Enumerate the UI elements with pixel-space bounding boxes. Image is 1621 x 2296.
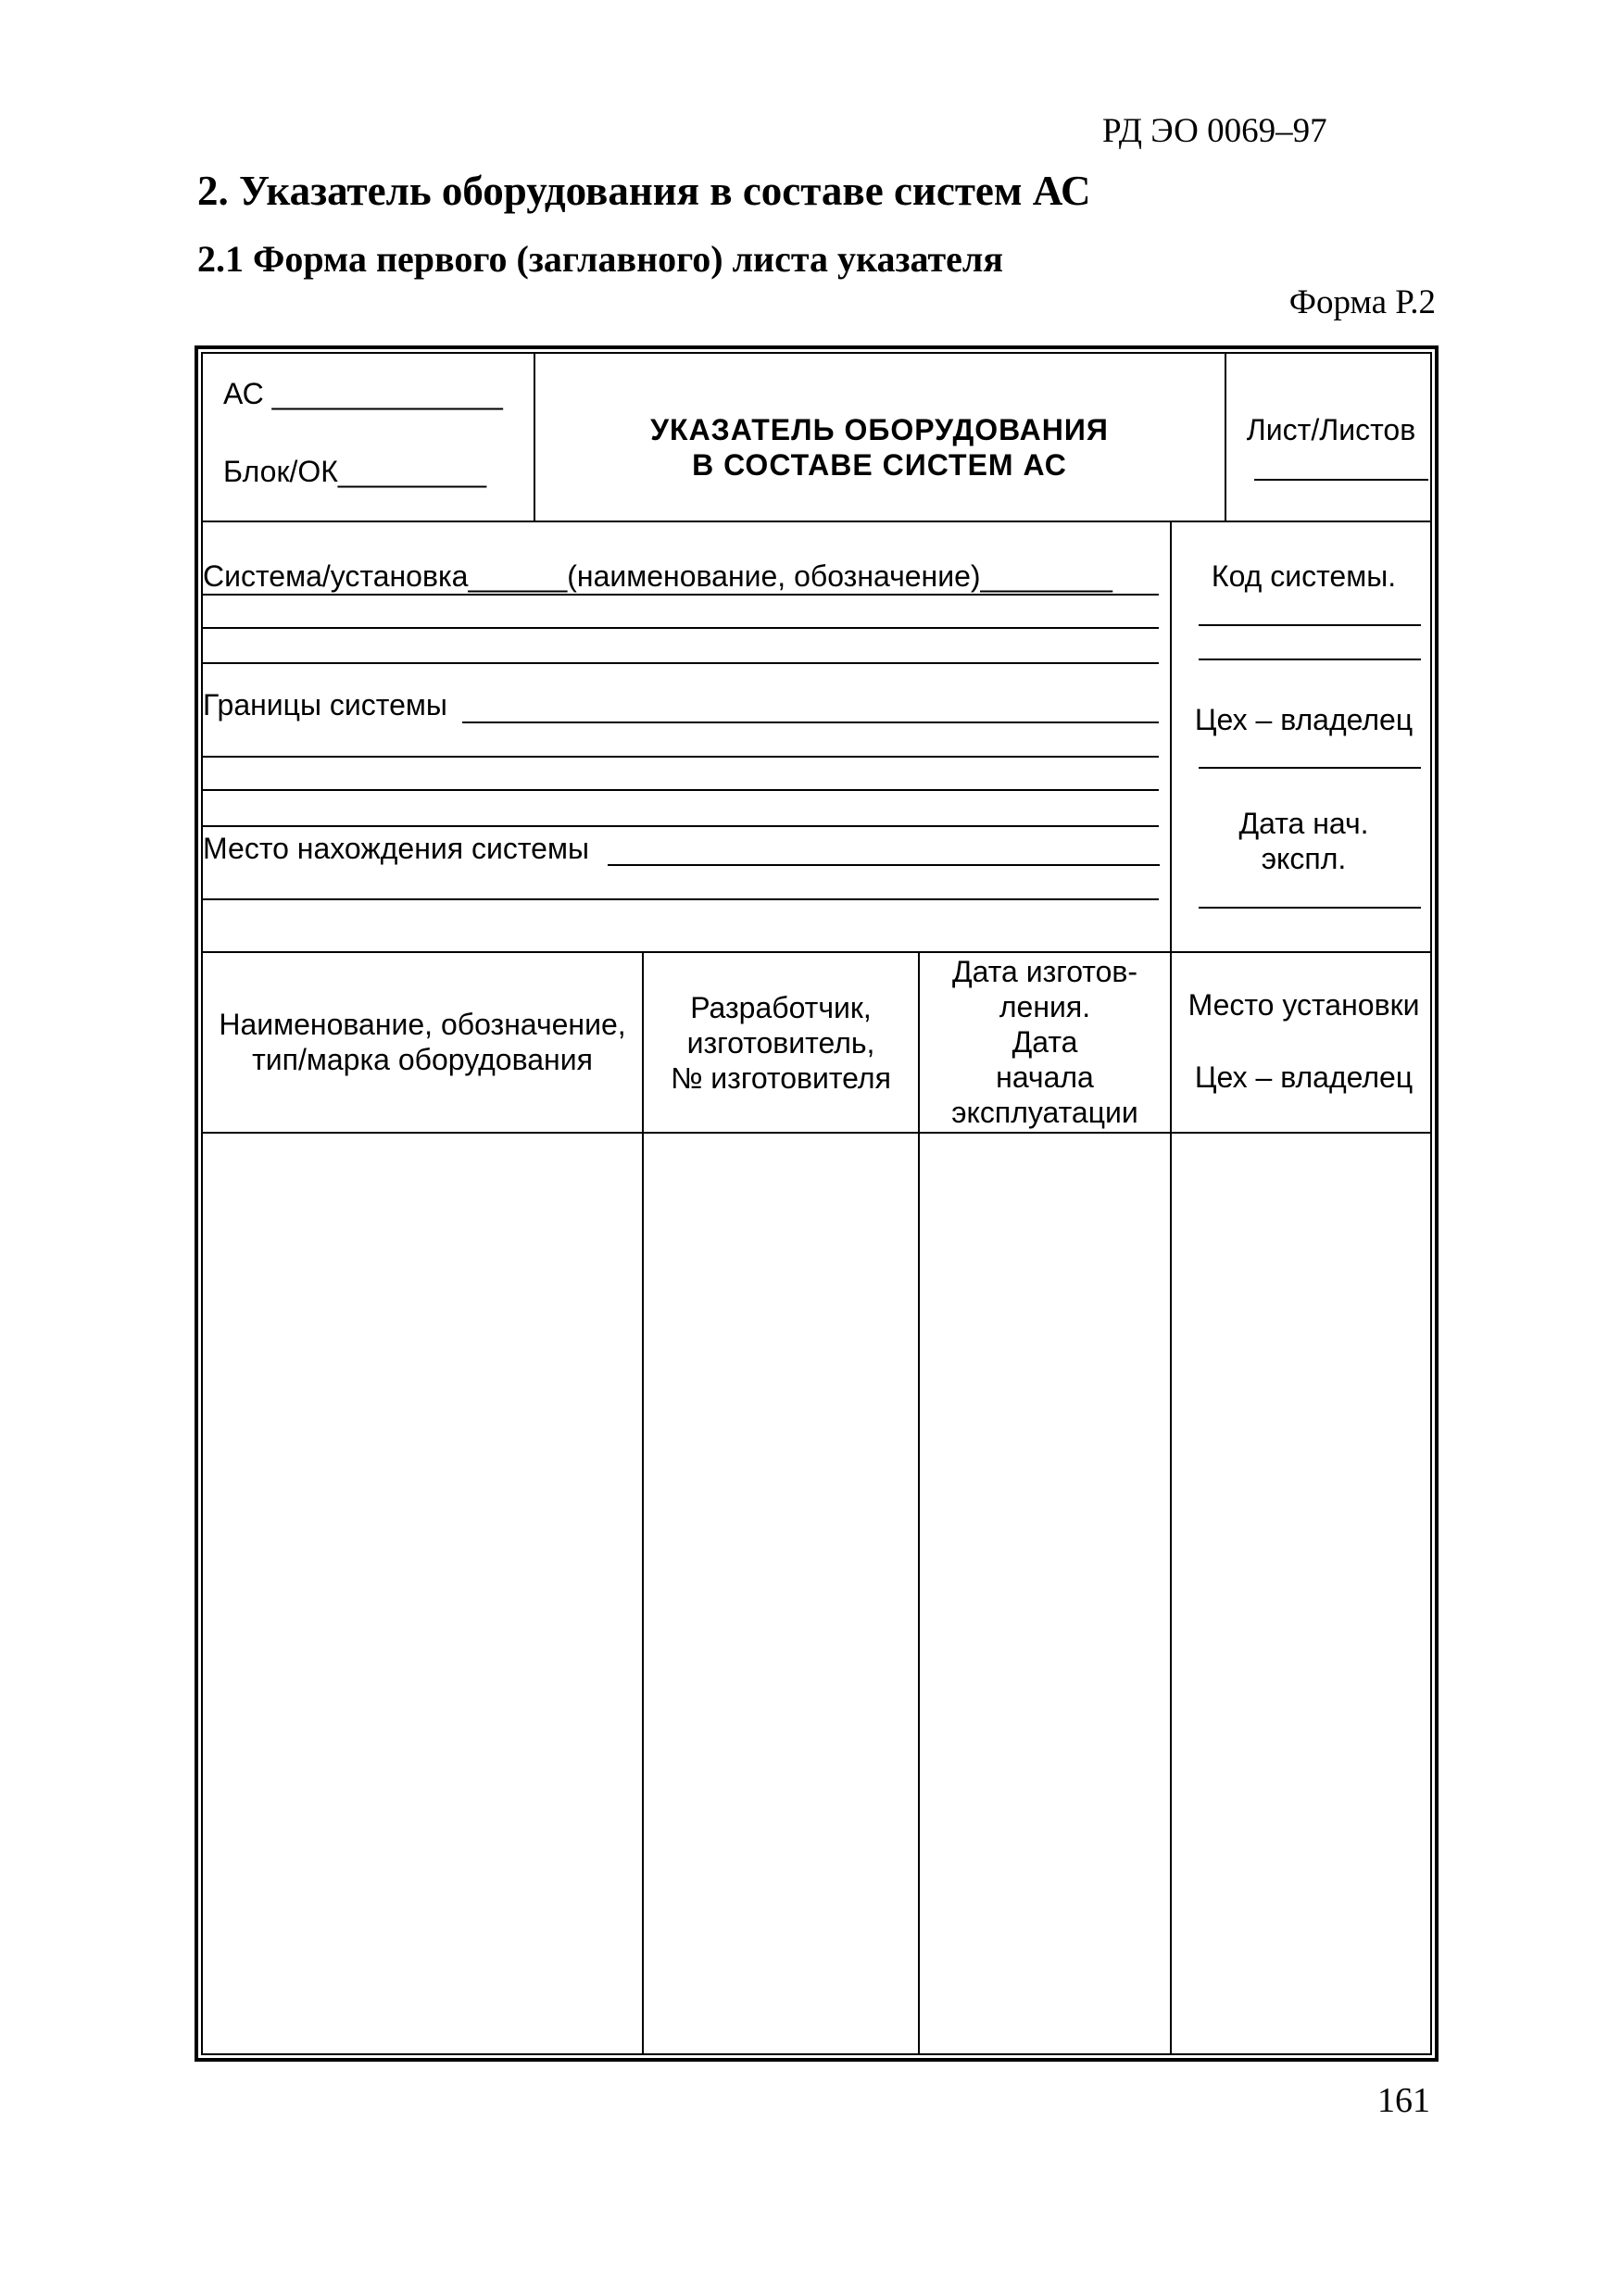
page-number: 161	[1377, 2081, 1430, 2120]
col1-header-line-1: Наименование, обозначение,	[219, 1008, 626, 1041]
system-underline-2	[203, 627, 1159, 629]
form-frame	[195, 345, 1439, 2062]
form-inner-border	[201, 352, 1432, 2055]
col1-header-line-2: тип/марка оборудования	[252, 1043, 593, 1076]
section-heading: 2. Указатель оборудования в составе систем АС	[197, 168, 1091, 214]
boundaries-field[interactable]	[462, 721, 1159, 723]
boundaries-underline-1	[203, 756, 1159, 758]
owner-shop-field[interactable]	[1199, 767, 1421, 769]
table-col-divider-3	[1170, 951, 1172, 2053]
location-field[interactable]	[608, 864, 1160, 866]
start-date-label-2: экспл.	[1261, 842, 1347, 875]
system-underline-3	[203, 662, 1159, 664]
start-date-label-1: Дата нач.	[1238, 807, 1369, 840]
document-code: РД ЭО 0069–97	[1102, 112, 1327, 150]
as-field[interactable]: АС ______________	[223, 377, 503, 410]
col2-header-line-3: № изготовителя	[671, 1061, 891, 1095]
system-code-field-1[interactable]	[1199, 624, 1421, 626]
sheets-label: Лист/Листов	[1246, 413, 1416, 446]
col3-header-line-1: Дата изготов-	[951, 955, 1138, 988]
col4-header-line-2: Цех – владелец	[1194, 1060, 1414, 1094]
start-date-field[interactable]	[1199, 907, 1421, 909]
table-header-rule	[203, 1132, 1430, 1134]
table-col-divider-1	[642, 951, 644, 2053]
location-underline	[203, 898, 1159, 900]
col3-header-line-3: Дата	[1012, 1025, 1078, 1059]
system-code-label: Код системы.	[1211, 559, 1397, 593]
sheets-field[interactable]	[1254, 479, 1428, 481]
col4-header-line-1: Место установки	[1187, 988, 1420, 1022]
form-title-line-2: В СОСТАВЕ СИСТЕМ АС	[692, 448, 1067, 482]
col3-header-line-2: ления.	[999, 990, 1091, 1023]
system-field[interactable]: Система/установка______(наименование, обозначение)________	[203, 559, 1112, 593]
block-field[interactable]: Блок/ОК_________	[223, 455, 487, 488]
boundaries-label: Границы системы	[203, 688, 447, 721]
col3-header-line-5: эксплуатации	[951, 1096, 1138, 1129]
system-underline-1	[203, 594, 1159, 596]
col2-header-line-1: Разработчик,	[690, 991, 872, 1024]
boundaries-underline-3	[203, 825, 1159, 827]
location-label: Место нахождения системы	[203, 832, 589, 865]
owner-shop-label: Цех – владелец	[1194, 703, 1414, 736]
header-bottom-rule	[203, 521, 1430, 522]
form-identifier: Форма Р.2	[1288, 283, 1436, 321]
subsection-heading: 2.1 Форма первого (заглавного) листа указателя	[197, 238, 1003, 280]
col2-header-line-2: изготовитель,	[686, 1026, 875, 1060]
col3-header-line-4: начала	[996, 1060, 1094, 1094]
form-title-line-1: УКАЗАТЕЛЬ ОБОРУДОВАНИЯ	[650, 413, 1109, 446]
boundaries-underline-2	[203, 789, 1159, 791]
system-code-field-2[interactable]	[1199, 659, 1421, 660]
middle-bottom-rule	[203, 951, 1430, 953]
